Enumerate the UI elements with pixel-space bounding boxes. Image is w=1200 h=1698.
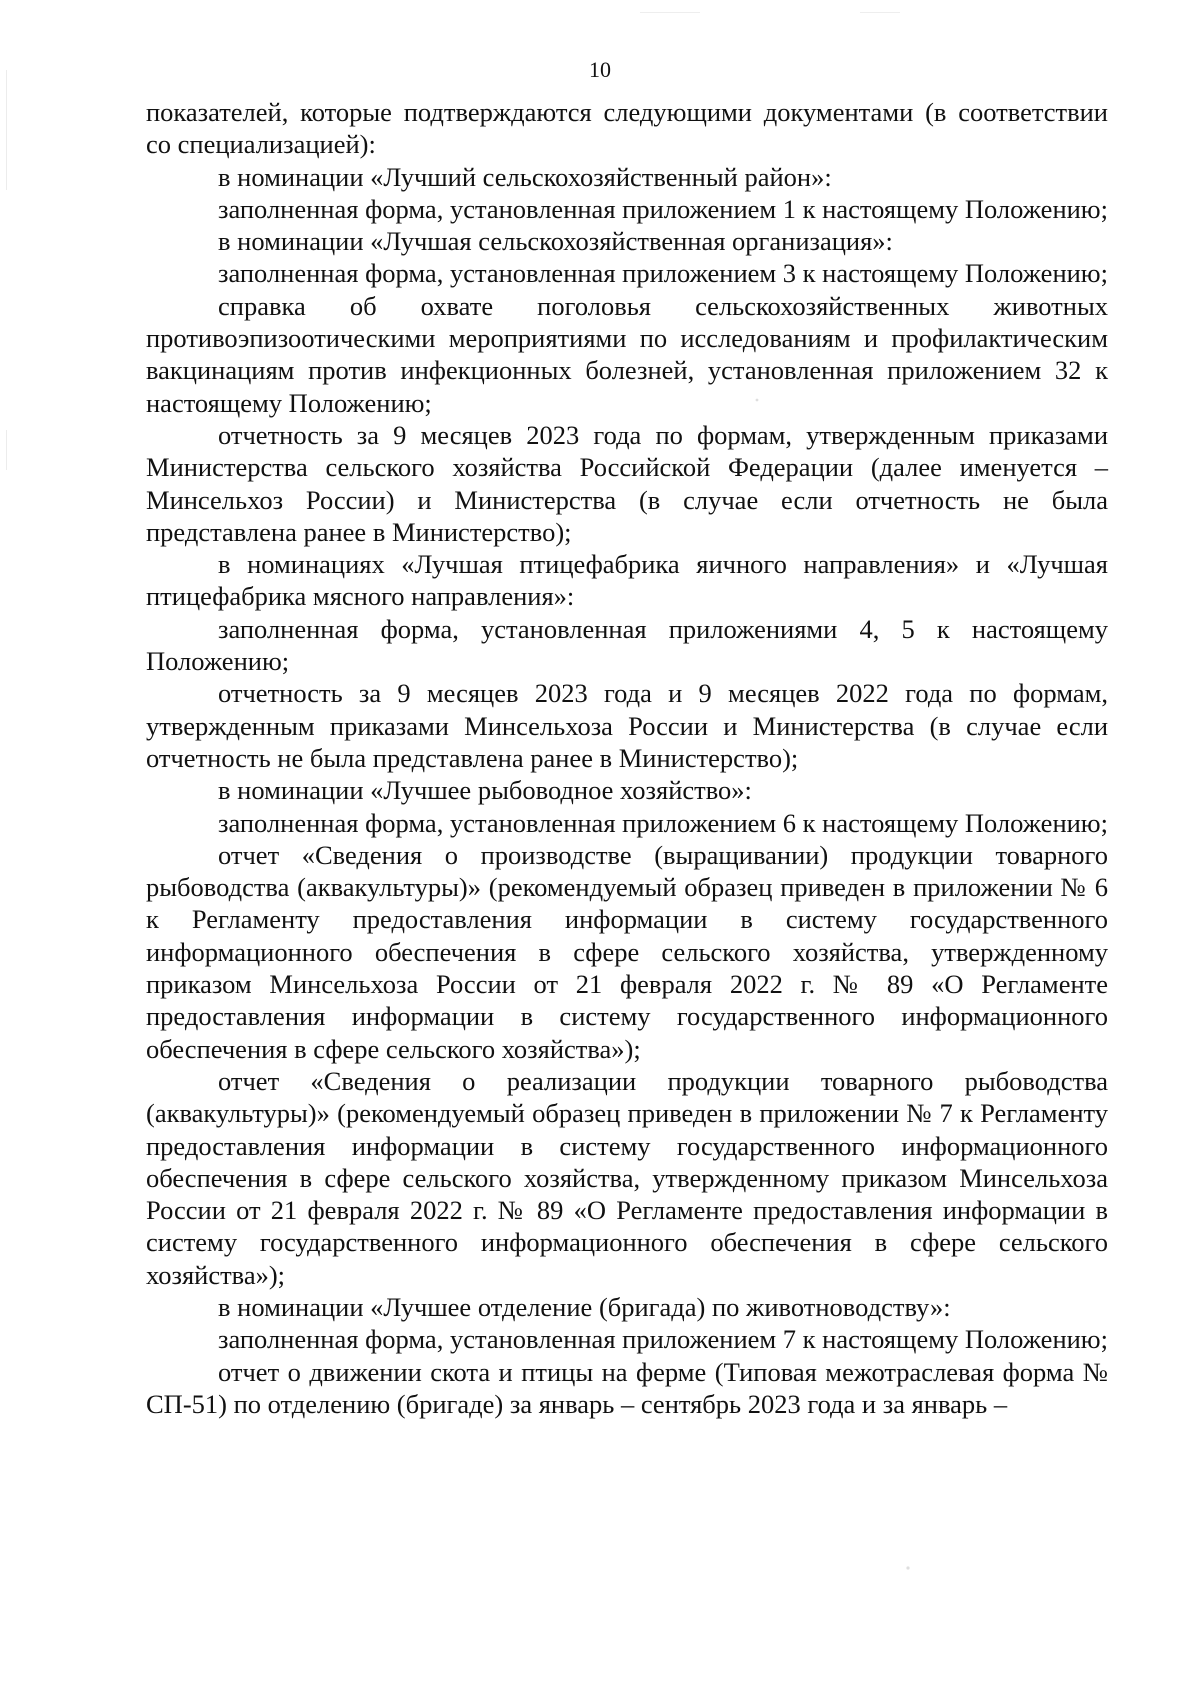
paragraph: отчетность за 9 месяцев 2023 года и 9 месяцев 2022 года по формам, утвержденным приказами Минсельхоза России и Министерства (в случае если отчетность не была представлена ранее в Министерство); xyxy=(146,678,1108,773)
paragraph: в номинации «Лучшая сельскохозяйственная организация»: xyxy=(218,226,893,257)
paragraph: отчет о движении скота и птицы на ферме (Типовая межотраслевая форма № СП-51) по отделению (бригаде) за январь – сентябрь 2023 года и за январь – xyxy=(146,1356,1108,1419)
document-body xyxy=(146,96,1108,1420)
paragraph: отчетность за 9 месяцев 2023 года по формам, утвержденным приказами Министерства сельского хозяйства Российской Федерации (далее именуется – Минсельхоз России) и Министерства (в случае если отчетность не была представлена ранее в Министерство); xyxy=(146,419,1108,547)
paragraph: заполненная форма, установленная приложением 6 к настоящему Положению; xyxy=(218,807,1108,838)
paragraph: заполненная форма, установленная приложением 3 к настоящему Положению; xyxy=(218,258,1108,289)
paragraph-continuation: показателей, которые подтверждаются следующими документами (в соответствии со специализацией): xyxy=(146,97,1108,160)
paragraph: в номинациях «Лучшая птицефабрика яичного направления» и «Лучшая птицефабрика мясного направления»: xyxy=(146,549,1108,612)
paragraph: заполненная форма, установленная приложением 7 к настоящему Положению; xyxy=(218,1324,1108,1355)
paragraph: справка об охвате поголовья сельскохозяйственных животных противоэпизоотическими мероприятиями по исследованиям и профилактическим вакцинациям против инфекционных болезней, установленная приложением 32 к настоящему Положению; xyxy=(146,290,1108,418)
paragraph: заполненная форма, установленная приложением 1 к настоящему Положению; xyxy=(218,193,1108,224)
paragraph: в номинации «Лучший сельскохозяйственный район»: xyxy=(218,161,832,192)
paragraph: в номинации «Лучшее рыбоводное хозяйство»: xyxy=(218,775,752,806)
paragraph: заполненная форма, установленная приложениями 4, 5 к настоящему Положению; xyxy=(146,613,1108,677)
paragraph: в номинации «Лучшее отделение (бригада) по животноводству»: xyxy=(218,1291,951,1322)
paragraph: отчет «Сведения о производстве (выращивании) продукции товарного рыбоводства (аквакультуры)» (рекомендуемый образец приведен в приложении № 6 к Регламенту предоставления информации в систему государственного информационного обеспечения в сфере сельского хозяйства, утвержденному приказом Минсельхоза России от 21 февраля 2022 г. № 89 «О Регламенте предоставления информации в систему государственного информационного обеспечения в сфере сельского хозяйства»); xyxy=(146,839,1108,1064)
paragraph: отчет «Сведения о реализации продукции товарного рыбоводства (аквакультуры)» (рекомендуемый образец приведен в приложении № 7 к Регламенту предоставления информации в систему государственного информационного обеспечения в сфере сельского хозяйства, утвержденному приказом Минсельхоза России от 21 февраля 2022 г. № 89 «О Регламенте предоставления информации в систему государственного информационного обеспечения в сфере сельского хозяйства»); xyxy=(146,1065,1108,1290)
page-number: 10 xyxy=(589,57,611,82)
